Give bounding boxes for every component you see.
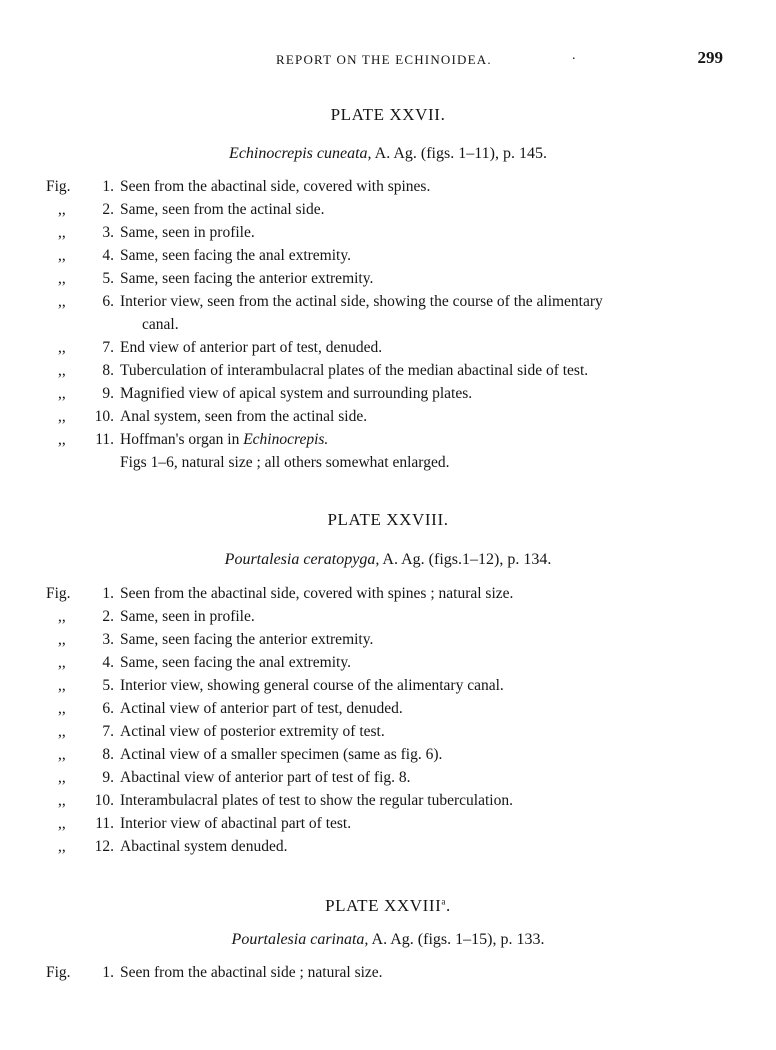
species-reference: A. Ag. (figs.1–12), p. 134. <box>379 551 552 568</box>
fig-number: 9. <box>102 385 114 402</box>
figure-item <box>46 221 736 244</box>
fig-caption: Same, seen facing the anterior extremity. <box>120 631 374 648</box>
ditto-mark: ,, <box>58 270 66 287</box>
figure-item <box>46 175 736 198</box>
figure-item <box>46 720 736 743</box>
running-header <box>0 48 776 72</box>
fig-number: 3. <box>102 631 114 648</box>
fig-number: 2. <box>102 608 114 625</box>
fig-caption: Same, seen in profile. <box>120 224 255 241</box>
plate-xxviiia-title <box>0 896 776 916</box>
ditto-mark: ,, <box>58 838 66 855</box>
fig-caption: Abactinal system denuded. <box>120 838 288 855</box>
fig-caption: Seen from the abactinal side, covered with spines ; natural size. <box>120 585 514 602</box>
plate-xxvii-note: Figs 1–6, natural size ; all others somewhat enlarged. <box>120 454 450 471</box>
fig-number: 1. <box>102 585 114 602</box>
fig-number: 6. <box>102 700 114 717</box>
fig-caption-plain: Hoffman's organ in <box>120 431 244 448</box>
figure-item <box>46 336 736 359</box>
fig-caption: Same, seen facing the anal extremity. <box>120 654 351 671</box>
fig-number: 10. <box>94 408 114 425</box>
fig-caption: Seen from the abactinal side, covered with spines. <box>120 178 431 195</box>
species-name: Echinocrepis cuneata, <box>229 145 372 162</box>
plate-xxviii-species <box>0 551 776 569</box>
fig-caption: Seen from the abactinal side ; natural size. <box>120 964 383 981</box>
figure-item <box>46 198 736 221</box>
fig-number: 1. <box>102 178 114 195</box>
plate-xxvii-title: PLATE XXVII. <box>330 105 446 124</box>
fig-number: 3. <box>102 224 114 241</box>
fig-caption: Same, seen from the actinal side. <box>120 201 325 218</box>
fig-caption: Tuberculation of interambulacral plates of the median abactinal side of test. <box>120 362 589 379</box>
ditto-mark: ,, <box>58 224 66 241</box>
figure-item <box>46 428 736 451</box>
ditto-mark: ,, <box>58 631 66 648</box>
plate-title-main: PLATE XXVIII <box>325 896 442 915</box>
ditto-mark: ,, <box>58 792 66 809</box>
fig-caption: Interior view, showing general course of the alimentary canal. <box>120 677 504 694</box>
fig-number: 10. <box>94 792 114 809</box>
plate-title-superscript: a <box>441 896 446 907</box>
fig-caption: Magnified view of apical system and surrounding plates. <box>120 385 473 402</box>
plate-xxviii-title: PLATE XXVIII. <box>327 510 449 529</box>
fig-caption: Same, seen facing the anterior extremity. <box>120 270 374 287</box>
ditto-mark: ,, <box>58 247 66 264</box>
figure-item <box>46 405 736 428</box>
fig-caption-line: Interior view, seen from the actinal side, showing the course of the alimentary <box>120 293 603 310</box>
figure-item <box>46 382 736 405</box>
fig-number: 11. <box>95 815 114 832</box>
plate-xxviiia-species <box>0 931 776 949</box>
fig-number: 8. <box>102 746 114 763</box>
fig-caption: Actinal view of anterior part of test, denuded. <box>120 700 403 717</box>
ditto-mark: ,, <box>58 385 66 402</box>
figure-item <box>46 743 736 766</box>
ditto-mark: ,, <box>58 677 66 694</box>
figure-item <box>46 582 736 605</box>
fig-number: 5. <box>102 270 114 287</box>
species-name: Pourtalesia carinata, <box>231 931 369 948</box>
header-dot: . <box>572 48 576 63</box>
fig-caption: End view of anterior part of test, denuded. <box>120 339 383 356</box>
figure-item <box>46 651 736 674</box>
figure-item <box>46 766 736 789</box>
fig-caption: Actinal view of a smaller specimen (same as fig. 6). <box>120 746 443 763</box>
figure-item <box>46 697 736 720</box>
page-number: 299 <box>697 48 723 67</box>
fig-caption: Actinal view of posterior extremity of test. <box>120 723 385 740</box>
species-reference: A. Ag. (figs. 1–11), p. 145. <box>371 145 547 162</box>
fig-number: 7. <box>102 339 114 356</box>
fig-prefix: Fig. <box>46 964 71 981</box>
fig-number: 1. <box>102 964 114 981</box>
fig-number: 7. <box>102 723 114 740</box>
species-reference: A. Ag. (figs. 1–15), p. 133. <box>368 931 545 948</box>
genus-name: Echinocrepis. <box>243 431 329 448</box>
plate-xxvii-figure-list <box>46 175 736 474</box>
ditto-mark: ,, <box>58 700 66 717</box>
plate-xxvii-species <box>0 145 776 163</box>
plate-title-period: . <box>446 896 451 915</box>
ditto-mark: ,, <box>58 431 66 448</box>
plate-xxviiia-figure-list <box>46 961 736 984</box>
ditto-mark: ,, <box>58 608 66 625</box>
fig-number: 5. <box>102 677 114 694</box>
fig-prefix: Fig. <box>46 585 71 602</box>
fig-caption: Abactinal view of anterior part of test of fig. 8. <box>120 769 411 786</box>
figure-item <box>46 789 736 812</box>
figure-item <box>46 244 736 267</box>
fig-caption: Same, seen facing the anal extremity. <box>120 247 351 264</box>
figure-item <box>46 267 736 290</box>
fig-number: 11. <box>95 431 114 448</box>
ditto-mark: ,, <box>58 723 66 740</box>
fig-prefix: Fig. <box>46 178 71 195</box>
running-title: REPORT ON THE ECHINOIDEA. <box>276 52 492 67</box>
species-name: Pourtalesia ceratopyga, <box>224 551 380 568</box>
ditto-mark: ,, <box>58 339 66 356</box>
fig-number: 4. <box>102 247 114 264</box>
figure-item <box>46 812 736 835</box>
plate-note <box>46 451 736 474</box>
fig-number: 8. <box>102 362 114 379</box>
ditto-mark: ,, <box>58 201 66 218</box>
fig-number: 2. <box>102 201 114 218</box>
fig-caption-continuation: canal. <box>142 316 179 333</box>
ditto-mark: ,, <box>58 746 66 763</box>
fig-number: 4. <box>102 654 114 671</box>
ditto-mark: ,, <box>58 769 66 786</box>
fig-caption: Same, seen in profile. <box>120 608 255 625</box>
figure-item <box>46 359 736 382</box>
ditto-mark: ,, <box>58 815 66 832</box>
fig-caption: Interior view of abactinal part of test. <box>120 815 352 832</box>
ditto-mark: ,, <box>58 654 66 671</box>
fig-caption <box>46 428 736 451</box>
fig-number: 6. <box>102 293 114 310</box>
figure-item <box>46 674 736 697</box>
fig-caption: Anal system, seen from the actinal side. <box>120 408 368 425</box>
fig-number: 12. <box>94 838 114 855</box>
fig-caption: Interambulacral plates of test to show the regular tuberculation. <box>120 792 513 809</box>
figure-item <box>46 835 736 858</box>
figure-item <box>46 961 736 984</box>
fig-number: 9. <box>102 769 114 786</box>
ditto-mark: ,, <box>58 293 66 310</box>
fig-caption <box>46 290 736 336</box>
ditto-mark: ,, <box>58 362 66 379</box>
figure-item <box>46 628 736 651</box>
figure-item <box>46 605 736 628</box>
figure-item <box>46 290 736 336</box>
plate-xxviii-figure-list <box>46 582 736 858</box>
ditto-mark: ,, <box>58 408 66 425</box>
